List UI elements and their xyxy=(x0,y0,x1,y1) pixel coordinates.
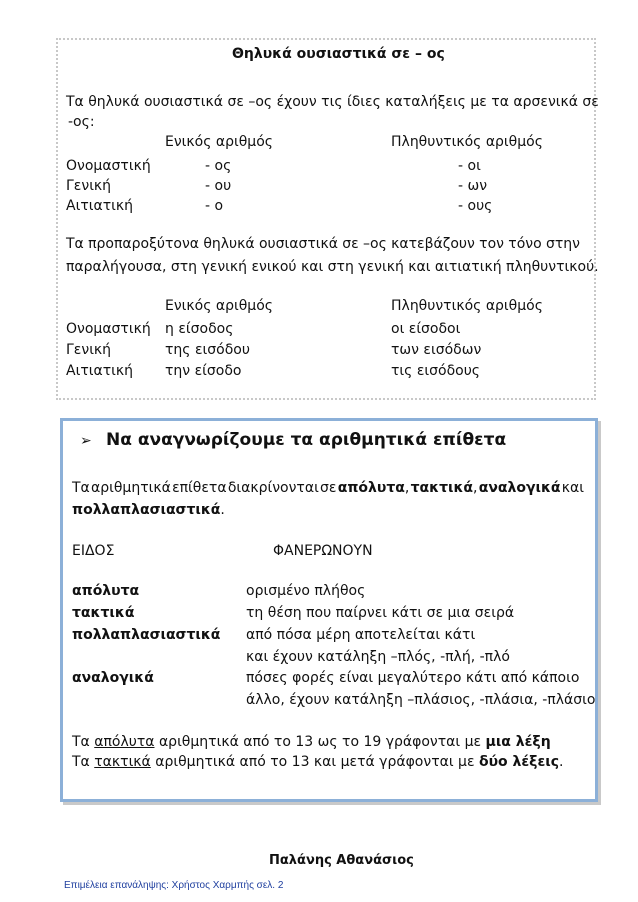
kind-name: αναλογικά xyxy=(72,670,154,686)
rule-underlined-term: απόλυτα xyxy=(94,734,155,750)
note-word: σε xyxy=(342,236,359,252)
term-text: απόλυτα xyxy=(337,480,405,496)
rule-emphasis: μια λέξη xyxy=(485,734,551,750)
kind-description: από πόσα μέρη αποτελείται κάτι xyxy=(246,627,476,643)
note-line1 xyxy=(66,236,580,252)
intro-text-line2: -ος: xyxy=(68,114,95,130)
note-word: στην xyxy=(545,236,580,252)
plural-ending: - οι xyxy=(458,158,481,174)
example-singular: η είσοδος xyxy=(165,321,234,337)
intro-term-ordinal: τακτικά, xyxy=(410,480,478,496)
note-word: θηλυκά xyxy=(203,236,255,252)
singular-ending: - ου xyxy=(205,178,232,194)
kind-name: πολλαπλασιαστικά xyxy=(72,627,221,643)
intro-word: επίθετα xyxy=(172,480,227,496)
example-plural: τις εισόδους xyxy=(391,363,481,379)
plural-ending: - ων xyxy=(458,178,488,194)
intro-word: Τα xyxy=(72,480,90,496)
numerals-heading: Να αναγνωρίζουμε τα αριθμητικά επίθετα xyxy=(106,430,507,450)
note-word: προπαροξύτονα xyxy=(88,236,200,252)
example-singular: της εισόδου xyxy=(165,342,250,358)
author-name: Παλάνης Αθανάσιος xyxy=(269,853,414,868)
note-word: Τα xyxy=(66,236,84,252)
rule-text: Τα xyxy=(72,754,95,770)
singular-ending: - ο xyxy=(205,198,224,214)
case-label: Γενική xyxy=(66,178,112,194)
rule-text: . xyxy=(559,754,564,770)
note-word: κατεβάζουν xyxy=(391,236,475,252)
example-plural: οι είσοδοι xyxy=(391,321,461,337)
rule-ordinal xyxy=(72,754,563,770)
note-word: τόνο xyxy=(508,236,542,252)
note-word: –ος xyxy=(363,236,387,252)
shows-column-header: ΦΑΝΕΡΩΝΟΥΝ xyxy=(273,543,373,559)
example-plural: των εισόδων xyxy=(391,342,482,358)
note-line2: παραλήγουσα, στη γενική ενικού και στη γενική και αιτιατική πληθυντικού. xyxy=(66,259,599,275)
arrow-bullet-icon: ➢ xyxy=(80,433,92,449)
singular-header: Ενικός αριθμός xyxy=(165,134,273,150)
intro-word: διακρίνονται xyxy=(227,480,319,496)
plural-header: Πληθυντικός αριθμός xyxy=(391,134,543,150)
case-label: Αιτιατική xyxy=(66,198,133,214)
numerals-intro-line1 xyxy=(72,480,584,496)
intro-period: . xyxy=(220,502,225,518)
nouns-section-box xyxy=(56,38,596,400)
kind-description: ορισμένο πλήθος xyxy=(246,583,366,599)
example-singular-header: Ενικός αριθμός xyxy=(165,298,273,314)
footer-credit: Επιμέλεια επανάληψης: Χρήστος Χαρμπής σελ. 2 xyxy=(64,880,284,891)
singular-ending: - ος xyxy=(205,158,232,174)
case-label: Αιτιατική xyxy=(66,363,133,379)
kind-name: τακτικά xyxy=(72,605,135,621)
intro-word: αριθμητικά xyxy=(91,480,171,496)
rule-cardinal xyxy=(72,734,551,750)
numerals-intro-line2 xyxy=(72,502,225,518)
note-word: τον xyxy=(479,236,504,252)
kind-name: απόλυτα xyxy=(72,583,140,599)
example-plural-header: Πληθυντικός αριθμός xyxy=(391,298,543,314)
section-title: Θηλυκά ουσιαστικά σε – ος xyxy=(232,46,445,62)
kind-description: πόσες φορές είναι μεγαλύτερο κάτι από κάποιο xyxy=(246,670,580,686)
intro-term-proportional: αναλογικά xyxy=(478,480,561,496)
case-label: Ονομαστική xyxy=(66,321,151,337)
term-text: τακτικά xyxy=(410,480,474,496)
kind-description: τη θέση που παίρνει κάτι σε μια σειρά xyxy=(246,605,515,621)
note-word: ουσιαστικά xyxy=(258,236,338,252)
kind-description: άλλο, έχουν κατάληξη –πλάσιος, -πλάσια, -πλάσιο xyxy=(246,692,596,708)
rule-text: Τα xyxy=(72,734,95,750)
case-label: Ονομαστική xyxy=(66,158,151,174)
kind-column-header: ΕΙΔΟΣ xyxy=(72,543,115,559)
intro-term-multiplicative: πολλαπλασιαστικά xyxy=(72,502,221,518)
case-label: Γενική xyxy=(66,342,112,358)
rule-text: αριθμητικά από το 13 ως το 19 γράφονται με xyxy=(154,734,486,750)
intro-word: σε xyxy=(320,480,337,496)
rule-text: αριθμητικά από το 13 και μετά γράφονται με xyxy=(150,754,479,770)
intro-word: και xyxy=(561,480,584,496)
intro-text-line1: Τα θηλυκά ουσιαστικά σε –ος έχουν τις ίδιες καταλήξεις με τα αρσενικά σε xyxy=(66,94,599,110)
example-singular: την είσοδο xyxy=(165,363,242,379)
intro-term-cardinal: απόλυτα, xyxy=(337,480,410,496)
rule-underlined-term: τακτικά xyxy=(94,754,151,770)
plural-ending: - ους xyxy=(458,198,493,214)
kind-description: και έχουν κατάληξη –πλός, -πλή, -πλό xyxy=(246,649,510,665)
rule-emphasis: δύο λέξεις xyxy=(478,754,560,770)
